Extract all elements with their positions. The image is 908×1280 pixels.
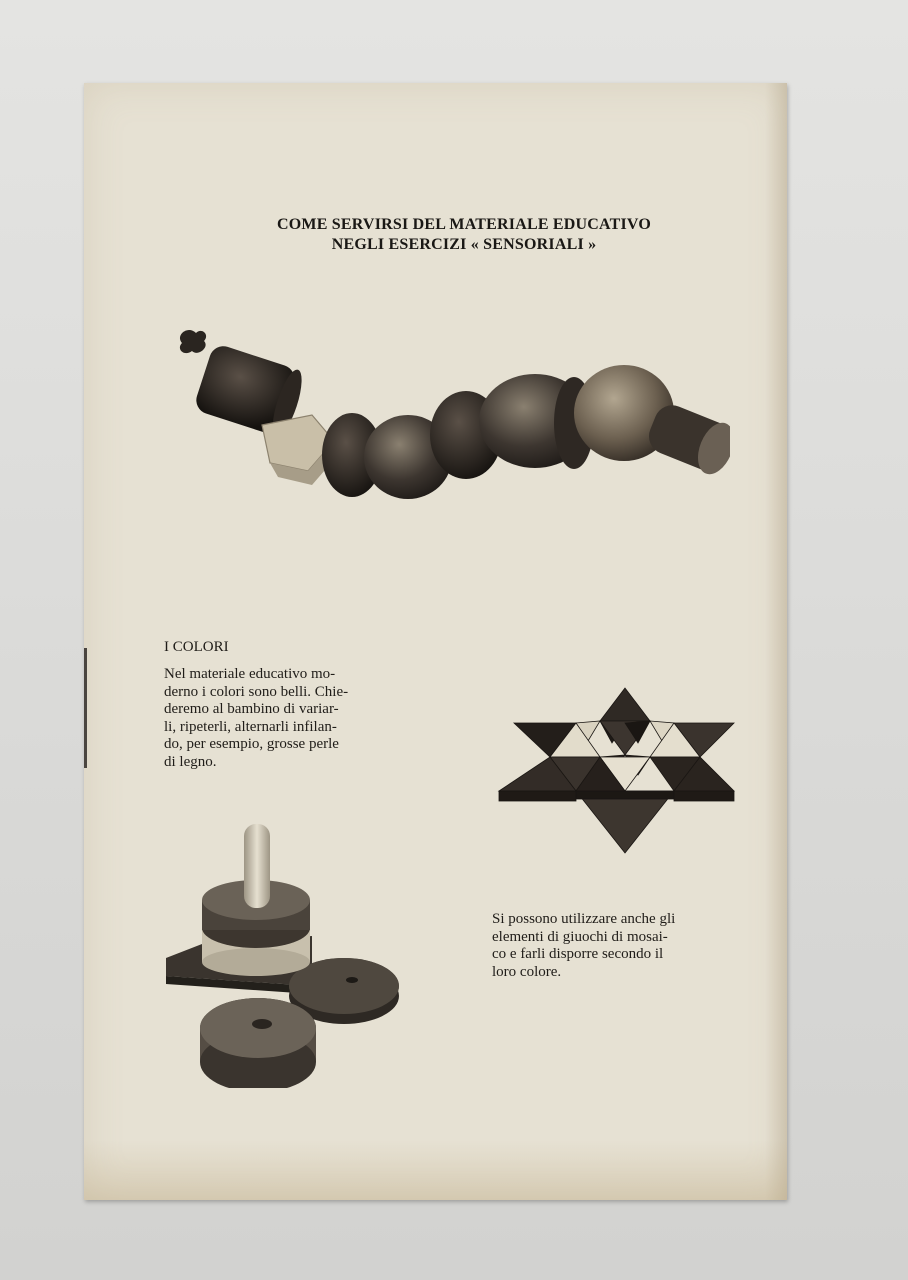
paragraph-line: li, ripeterli, alternarli infilan-: [164, 718, 337, 735]
paragraph-line: derno i colori sono belli. Chie-: [164, 683, 349, 700]
colors-paragraph: [164, 666, 348, 771]
mosaic-star-photo: [494, 683, 739, 858]
paragraph-line: do, per esempio, grosse perle: [164, 736, 339, 752]
section-title: I COLORI: [164, 639, 229, 655]
caption-line: loro colore.: [492, 963, 562, 980]
wooden-beads-photo: [170, 323, 730, 513]
paragraph-line: deremo al bambino di variar-: [164, 701, 339, 717]
mosaic-caption: [492, 911, 675, 981]
heading-line-2: NEGLI ESERCIZI « SENSORIALI »: [331, 236, 597, 253]
stacking-toy-photo: [162, 818, 407, 1088]
caption-line: Si possono utilizzare anche gli: [492, 911, 676, 927]
caption-line: elementi di giuochi di mosai-: [492, 928, 668, 945]
caption-line: co e farli disporre secondo il: [492, 946, 664, 962]
heading-line-1: COME SERVIRSI DEL MATERIALE EDUCATIVO: [277, 216, 651, 233]
page-edge-shading: [765, 83, 787, 1200]
paragraph-line: Nel materiale educativo mo-: [164, 666, 336, 682]
binding-mark: [84, 648, 87, 768]
booklet-page: [84, 83, 787, 1200]
paragraph-line: di legno.: [164, 753, 217, 770]
page-heading: [184, 215, 744, 255]
